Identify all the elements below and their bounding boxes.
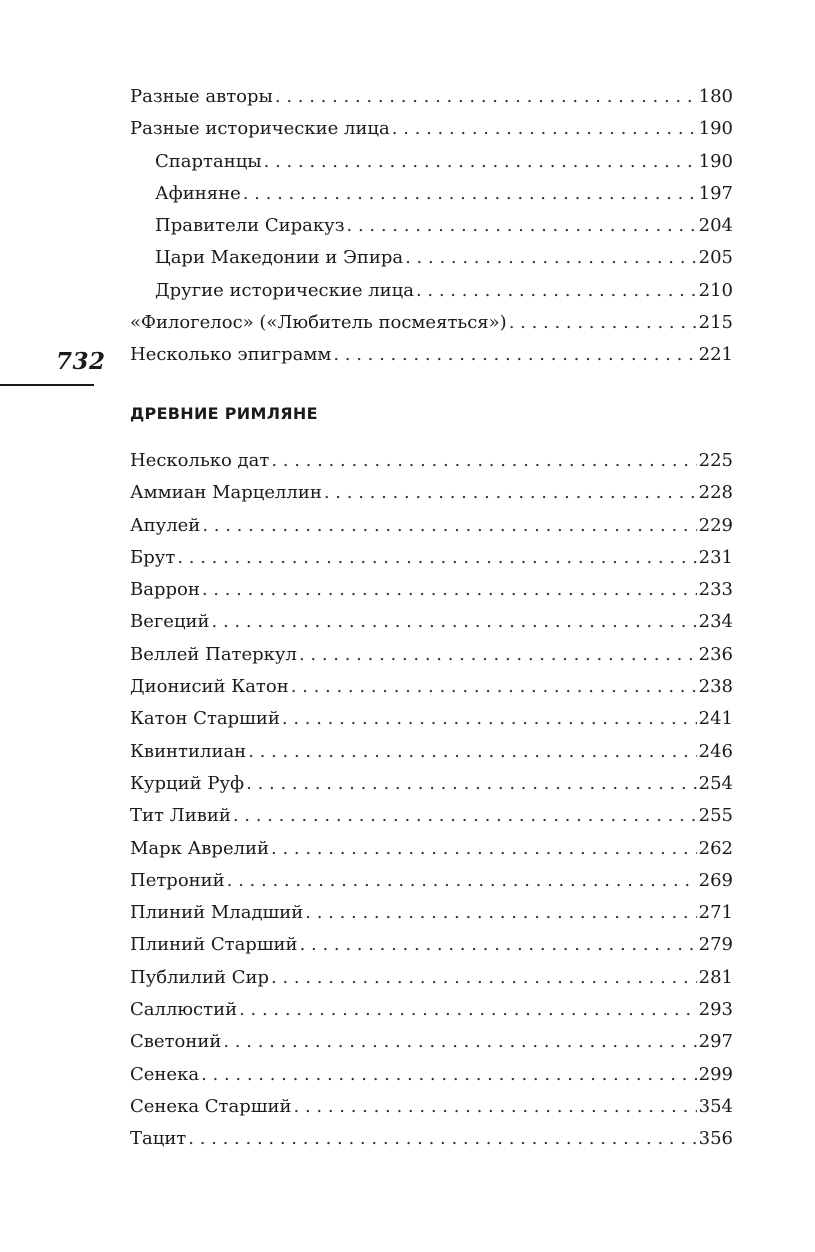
toc-entry (130, 639, 733, 671)
dot-leader (177, 542, 696, 574)
toc-entry-page: 215 (698, 312, 733, 334)
dot-leader (202, 510, 696, 542)
toc-entry (130, 307, 733, 339)
toc-entry-title: Цари Македонии и Эпира (155, 247, 404, 269)
dot-leader (305, 897, 696, 929)
toc-entry-page: 210 (698, 279, 733, 301)
toc-entry-title: Апулей (130, 514, 201, 536)
dot-leader (233, 800, 697, 832)
toc-entry-title: Дионисий Катон (130, 676, 289, 698)
toc-entry-title: Публилий Сир (130, 966, 269, 988)
toc-entry (130, 768, 733, 800)
dot-leader (299, 639, 697, 671)
toc-entry (130, 1026, 733, 1058)
toc-entry (130, 574, 733, 606)
dot-leader (300, 929, 697, 961)
dot-leader (271, 962, 697, 994)
toc-entry-page: 255 (698, 805, 733, 827)
dot-leader (405, 242, 697, 274)
toc-entry-page: 293 (698, 999, 733, 1021)
toc-entry-page: 190 (698, 118, 733, 140)
toc-entry-title: Спартанцы (155, 150, 262, 172)
toc-entry-page: 281 (698, 966, 733, 988)
toc-entry (130, 542, 733, 574)
page-number: 732 (56, 348, 106, 375)
toc-entry-page: 234 (698, 611, 733, 633)
toc-entry-title: Марк Аврелий (130, 837, 270, 859)
toc-entry (130, 339, 733, 371)
toc-entry-page: 356 (698, 1128, 733, 1150)
dot-leader (202, 574, 697, 606)
toc-entry (130, 1123, 733, 1155)
toc-entry-page: 238 (698, 676, 733, 698)
toc-entry (130, 703, 733, 735)
toc-entry (130, 1059, 733, 1091)
toc-entry-title: Несколько дат (130, 450, 270, 471)
toc-entry-title: Плиний Старший (130, 934, 298, 956)
toc-entry (130, 510, 733, 542)
toc-list-roman (130, 445, 733, 1156)
toc-list-greek (130, 81, 733, 372)
dot-leader (246, 768, 697, 800)
toc-entry-title: Брут (130, 546, 176, 568)
toc-entry-page: 297 (698, 1031, 733, 1053)
toc-entry (130, 833, 733, 865)
toc-entry-page: 228 (698, 482, 733, 504)
toc-entry-page: 269 (698, 869, 733, 891)
dot-leader (324, 477, 697, 509)
toc-entry-title: Тацит (130, 1128, 187, 1150)
toc-entry (130, 210, 733, 242)
dot-leader (347, 210, 697, 242)
toc-entry-page: 205 (698, 247, 733, 269)
toc-entry (130, 445, 733, 477)
dot-leader (416, 275, 697, 307)
toc-entry-title: Светоний (130, 1031, 222, 1053)
toc-entry-page: 254 (698, 772, 733, 794)
toc-entry-title: Аммиан Марцеллин (130, 482, 322, 504)
toc-entry-title: Сенека Старший (130, 1095, 292, 1117)
toc-entry (130, 81, 733, 113)
dot-leader (291, 671, 697, 703)
page-number-rule (0, 384, 94, 386)
toc-entry-page: 233 (698, 579, 733, 601)
toc-entry-title: Саллюстий (130, 999, 238, 1021)
toc-entry-title: Квинтилиан (130, 740, 247, 762)
toc-entry (130, 671, 733, 703)
toc-entry (130, 897, 733, 929)
toc-entry-page: 299 (698, 1063, 733, 1085)
toc-entry-title: Тит Ливий (130, 805, 231, 827)
toc-entry-page: 180 (698, 86, 733, 107)
toc-entry (130, 736, 733, 768)
toc-entry-title: Плиний Младший (130, 902, 304, 924)
dot-leader (239, 994, 697, 1026)
toc-entry-title: Разные исторические лица (130, 118, 390, 140)
toc-entry-page: 236 (698, 643, 733, 665)
dot-leader (243, 178, 697, 210)
toc-entry-title: Катон Старший (130, 708, 280, 730)
toc-entry-page: 221 (698, 344, 733, 366)
toc-entry (130, 962, 733, 994)
dot-leader (509, 307, 697, 339)
toc-entry-title: «Филогелос» («Любитель посмеяться») (130, 312, 507, 334)
toc-entry (130, 800, 733, 832)
toc-entry (130, 275, 733, 307)
dot-leader (333, 339, 696, 371)
dot-leader (188, 1123, 696, 1155)
toc-entry (130, 994, 733, 1026)
dot-leader (271, 833, 697, 865)
toc-entry (130, 929, 733, 961)
toc-entry-page: 246 (698, 740, 733, 762)
toc-entry-page: 354 (698, 1095, 733, 1117)
toc-entry (130, 242, 733, 274)
toc-entry (130, 865, 733, 897)
toc-entry-page: 190 (698, 150, 733, 172)
dot-leader (201, 1059, 697, 1091)
toc-entry-title: Другие исторические лица (155, 279, 414, 301)
dot-leader (271, 445, 696, 477)
toc-entry (130, 146, 733, 178)
toc-entry-page: 204 (698, 215, 733, 237)
dot-leader (282, 703, 697, 735)
toc-entry-page: 197 (698, 182, 733, 204)
toc-entry-title: Варрон (130, 579, 200, 601)
toc-entry-title: Правители Сиракуз (155, 215, 345, 237)
dot-leader (248, 736, 696, 768)
dot-leader (212, 606, 697, 638)
toc-entry-page: 225 (698, 450, 733, 471)
toc-entry-page: 229 (698, 514, 733, 536)
toc-entry (130, 606, 733, 638)
toc-entry-title: Разные авторы (130, 86, 273, 107)
section-heading: ДРЕВНИЕ РИМЛЯНЕ (130, 404, 318, 423)
toc-entry-page: 231 (698, 546, 733, 568)
toc-entry-title: Афиняне (155, 182, 241, 204)
toc-entry-title: Веллей Патеркул (130, 643, 297, 665)
dot-leader (392, 113, 697, 145)
dot-leader (227, 865, 697, 897)
dot-leader (223, 1026, 696, 1058)
toc-entry-title: Курций Руф (130, 772, 245, 794)
dot-leader (264, 146, 697, 178)
toc-entry-page: 279 (698, 934, 733, 956)
toc-entry-page: 262 (698, 837, 733, 859)
toc-entry-title: Вегеций (130, 611, 210, 633)
toc-entry-page: 271 (698, 902, 733, 924)
toc-entry-title: Несколько эпиграмм (130, 344, 332, 366)
toc-entry-title: Петроний (130, 869, 225, 891)
toc-entry-title: Сенека (130, 1063, 200, 1085)
dot-leader (294, 1091, 697, 1123)
toc-entry (130, 178, 733, 210)
toc-entry (130, 477, 733, 509)
toc-entry (130, 113, 733, 145)
dot-leader (275, 81, 697, 113)
toc-entry (130, 1091, 733, 1123)
toc-entry-page: 241 (698, 708, 733, 730)
